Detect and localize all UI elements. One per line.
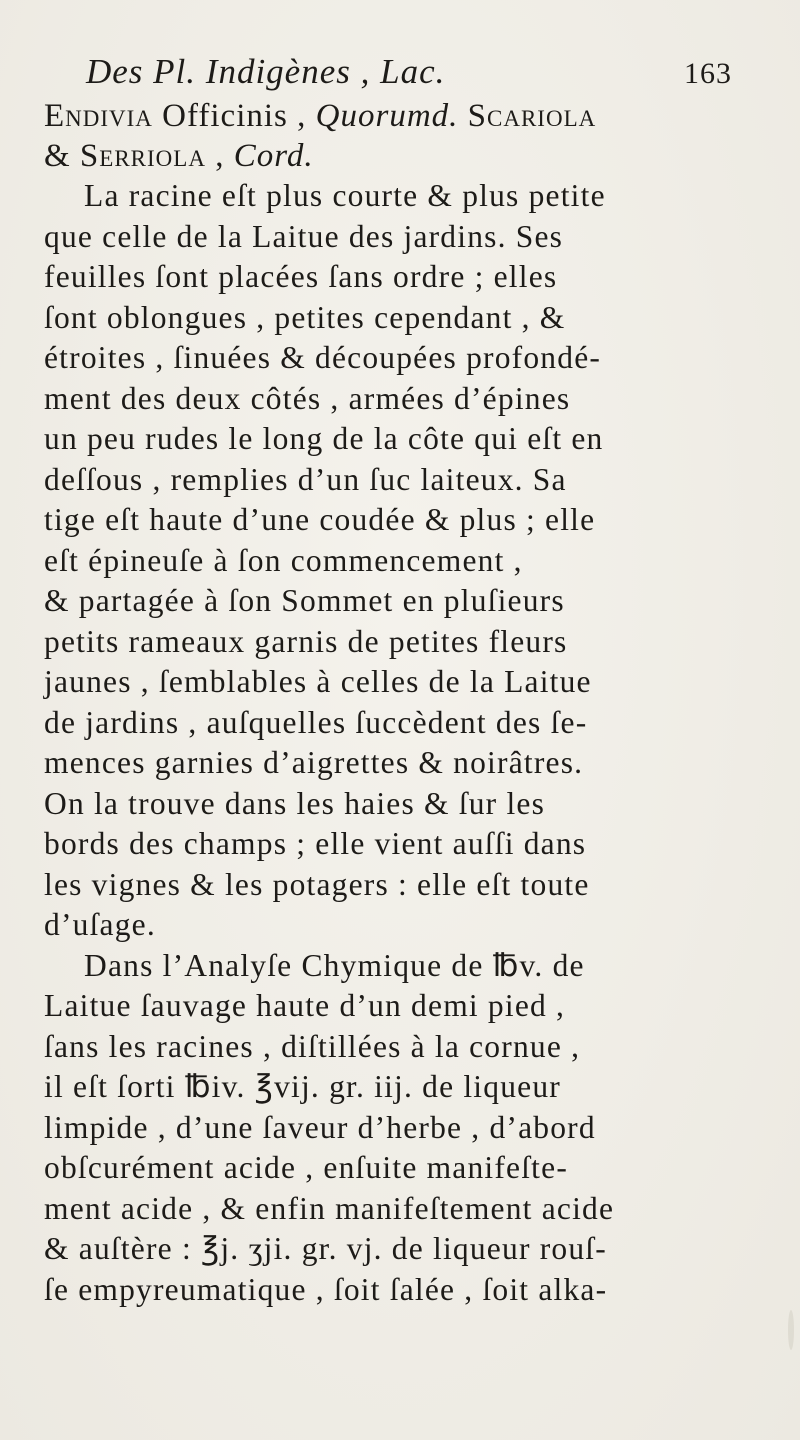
text-line: il eſt ſorti ℔iv. ℥vij. gr. iij. de liqueur bbox=[44, 1069, 561, 1104]
paragraph-description bbox=[44, 176, 744, 946]
entry-word-officinis: Officinis , bbox=[162, 98, 307, 134]
entry-author-cord: Cord. bbox=[233, 138, 314, 174]
entry-separator: , bbox=[215, 138, 225, 174]
text-line: d’uſage. bbox=[44, 907, 156, 942]
text-line: étroites , ſinuées & découpées profondé- bbox=[44, 340, 602, 375]
text-line: de jardins , auſquelles ſuccèdent des ſe- bbox=[44, 704, 588, 740]
running-header bbox=[44, 52, 744, 92]
entry-name-endivia: Endivia bbox=[44, 98, 153, 134]
text-line: La racine eſt plus courte & plus petite bbox=[84, 178, 606, 213]
text-line: feuilles ſont placées ſans ordre ; elles bbox=[44, 259, 558, 294]
entry-heading-line-2 bbox=[44, 136, 744, 176]
text-line: ment des deux côtés , armées d’épines bbox=[44, 380, 571, 416]
entry-heading bbox=[44, 96, 744, 176]
page-number: 163 bbox=[684, 57, 732, 90]
text-line: mences garnies d’aigrettes & noirâtres. bbox=[44, 745, 584, 780]
text-line: tige eſt haute d’une coudée & plus ; elle bbox=[44, 502, 596, 537]
text-line: un peu rudes le long de la côte qui eſt en bbox=[44, 421, 604, 456]
text-line: ſont oblongues , petites cependant , & bbox=[44, 299, 566, 335]
text-line: jaunes , ſemblables à celles de la Laitue bbox=[44, 664, 592, 699]
text-line: bords des champs ; elle vient auſſi dans bbox=[44, 826, 587, 861]
paper-smudge bbox=[788, 1310, 794, 1350]
text-line: & partagée à ſon Sommet en pluſieurs bbox=[44, 583, 565, 618]
text-line: petits rameaux garnis de petites fleurs bbox=[44, 623, 568, 659]
entry-heading-line-1 bbox=[44, 96, 744, 136]
entry-author-quorumd: Quorumd. bbox=[315, 98, 459, 134]
text-line: Dans l’Analyſe Chymique de ℔v. de bbox=[84, 947, 585, 983]
text-line: & auſtère : ℥j. ʒji. gr. vj. de liqueur rouſ- bbox=[44, 1231, 607, 1266]
entry-name-serriola: Serriola bbox=[79, 138, 206, 174]
entry-name-scariola: Scariola bbox=[467, 98, 597, 134]
running-title: Des Pl. Indigènes , Lac. bbox=[86, 52, 446, 91]
entry-ampersand: & bbox=[44, 138, 71, 174]
text-line: limpide , d’une ſaveur d’herbe , d’abord bbox=[44, 1109, 596, 1145]
text-line: deſſous , remplies d’un ſuc laiteux. Sa bbox=[44, 461, 567, 497]
text-line: ſans les racines , diſtillées à la cornue , bbox=[44, 1028, 581, 1064]
text-line: eſt épineuſe à ſon commencement , bbox=[44, 542, 523, 578]
paragraph-analysis bbox=[44, 946, 744, 1311]
text-line: obſcurément acide , enſuite manifeſte- bbox=[44, 1150, 569, 1185]
text-line: Laitue ſauvage haute d’un demi pied , bbox=[44, 988, 566, 1023]
text-line: ment acide , & enfin manifeſtement acide bbox=[44, 1190, 615, 1226]
text-line: ſe empyreumatique , ſoit ſalée , ſoit alka- bbox=[44, 1271, 608, 1307]
text-line: les vignes & les potagers : elle eſt toute bbox=[44, 866, 590, 902]
text-line: que celle de la Laitue des jardins. Ses bbox=[44, 218, 564, 254]
text-line: On la trouve dans les haies & ſur les bbox=[44, 785, 546, 821]
